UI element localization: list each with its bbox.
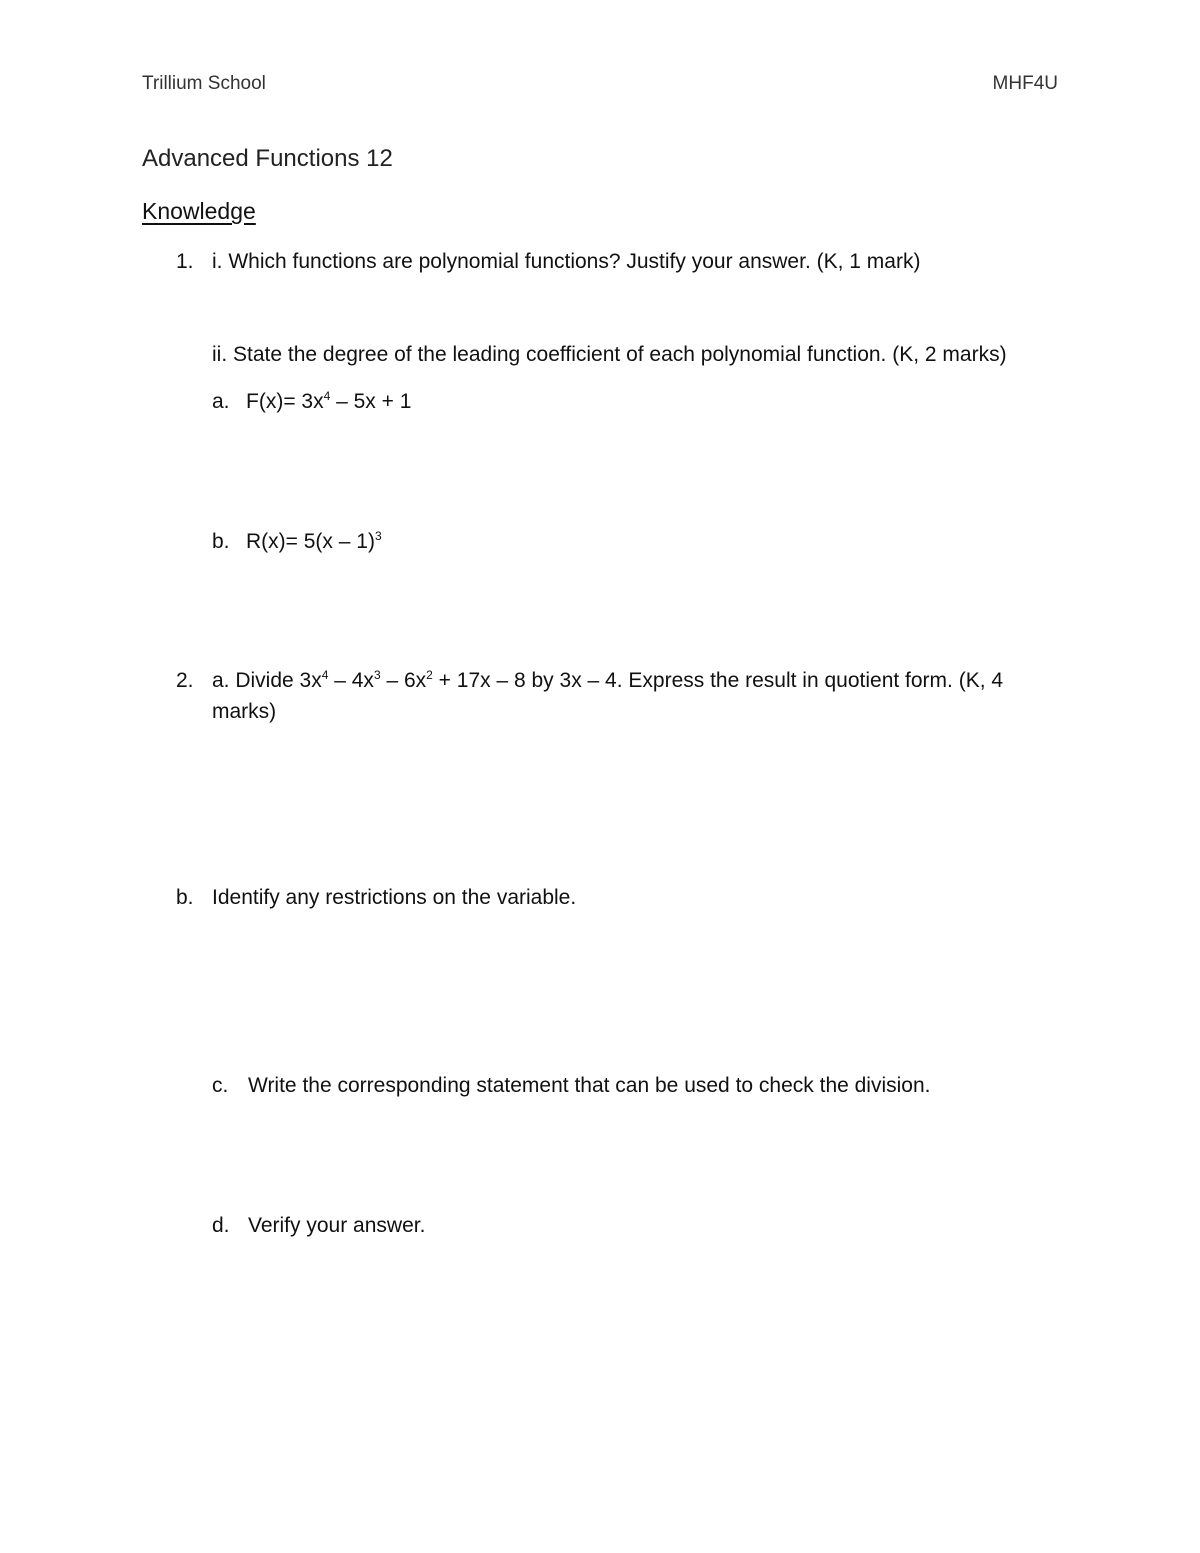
- q2-b-text: Identify any restrictions on the variable.: [212, 886, 577, 909]
- q1-b-expression: R(x)= 5(x – 1)$^3$: [246, 529, 382, 553]
- page-title: Advanced Functions 12: [142, 145, 393, 172]
- q2-c-text: Write the corresponding statement that can be used to check the division.: [248, 1074, 931, 1097]
- q2-c-label: c.: [212, 1074, 229, 1097]
- q1-a-expression: $F(x)= 3x^4 - 5x + 1$: [246, 389, 412, 413]
- q1-part-ii: ii. State the degree of the leading coefficient of each polynomial function. (K, 2 marks): [212, 343, 1007, 366]
- section-heading: Knowledge: [142, 198, 256, 224]
- q2-a-text-line2: marks): [212, 700, 277, 723]
- q2-b-label: b.: [176, 886, 194, 909]
- header-course: MHF4U: [992, 73, 1058, 94]
- q1-number: 1.: [176, 250, 194, 273]
- q1-part-i: i. Which functions are polynomial functions? Justify your answer. (K, 1 mark): [212, 250, 921, 273]
- q2-a-text: a. Divide $3x^4 - 4x^3 - 6x^2 + 17x - 8$ by 3x – 4. Express the result in quotient form. (K, 4: [212, 668, 1004, 692]
- q1-b-label: b.: [212, 530, 230, 553]
- q2-d-label: d.: [212, 1214, 230, 1237]
- header-school: Trillium School: [142, 73, 266, 94]
- q1-a-label: a.: [212, 390, 230, 413]
- q2-d-text: Verify your answer.: [248, 1214, 426, 1237]
- q2-number: 2.: [176, 669, 194, 692]
